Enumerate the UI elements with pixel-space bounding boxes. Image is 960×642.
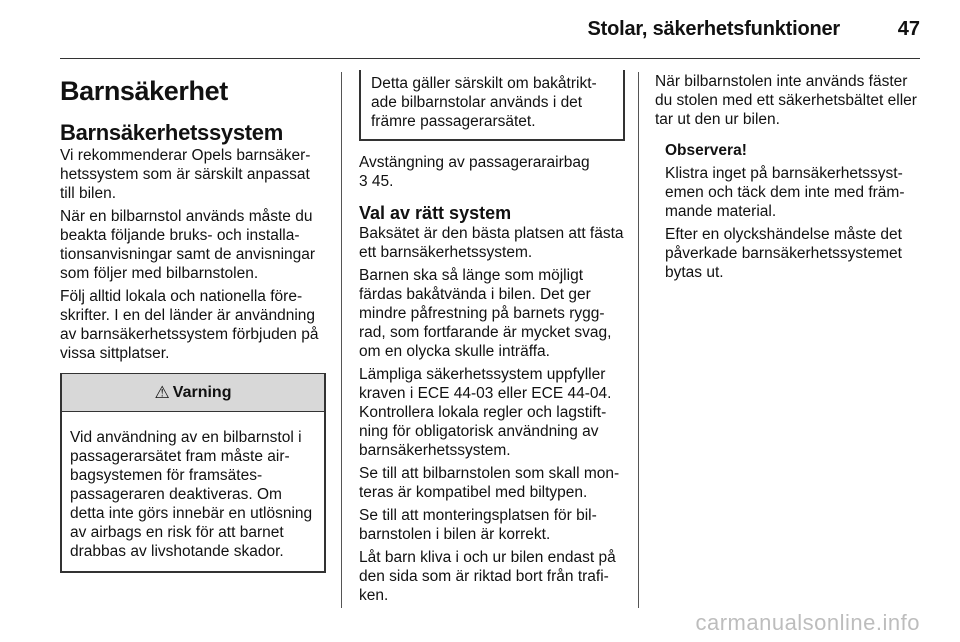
column-divider-1	[341, 72, 342, 608]
section-heading: Barnsäkerhet	[60, 76, 228, 106]
subsection-heading: Barnsäkerhetssystem	[60, 120, 283, 145]
warning-title: Varning	[172, 384, 232, 401]
warning-box	[60, 373, 326, 573]
paragraph: Se till att monteringsplatsen för bilbarnstolen i bilen är korrekt.	[359, 507, 597, 543]
paragraph: Baksätet är den bästa platsen att fästa ett barnsäkerhetssystem.	[359, 225, 624, 261]
airbag-text: Avstängning av passagerarairbag	[359, 154, 590, 171]
column-divider-2	[638, 72, 639, 608]
warning-continued-text: Detta gäller särskilt om bakåtriktade bilbarnstolar används i det främre passagerarsätet.	[371, 75, 597, 130]
note-paragraph: Efter en olyckshändelse måste det påverkade barnsäkerhetssystemet bytas ut.	[665, 226, 902, 281]
warning-header	[62, 374, 324, 412]
paragraph-airbag	[359, 153, 625, 191]
column-2	[359, 72, 625, 605]
warning-text: Vid användning av en bilbarnstol i passagerarsätet fram måste airbagsystemen för framsätespassageraren deaktiveras. Om detta inte görs innebär en utlösning av airbags en risk för att barnet drabbas av livshotande skador.	[70, 429, 313, 560]
page-number: 47	[897, 18, 920, 40]
paragraph: Följ alltid lokala och nationella föreskrifter. I en del länder är användning av barnsäkerhetssystem förbjuden på vissa sittplatser.	[60, 288, 319, 362]
column-3	[655, 72, 925, 282]
paragraph: Barnen ska så länge som möjligt färdas bakåtvända i bilen. Det ger mindre påfrestning på barnets ryggrad, som fortfarande är mycket svag, om en olycka skulle inträffa.	[359, 267, 612, 360]
paragraph: Låt barn kliva i och ur bilen endast på den sida som är riktad bort från trafiken.	[359, 549, 616, 604]
paragraph: När bilbarnstolen inte används fäster du stolen med ett säkerhetsbältet eller tar ut den ur bilen.	[655, 73, 917, 128]
warning-triangle-icon: ⚠	[154, 383, 170, 402]
column-1	[60, 72, 326, 573]
paragraph: När en bilbarnstol används måste du beakta följande bruks- och installationsanvisningar samt de anvisningar som följer med bilbarnstolen.	[60, 208, 316, 282]
note-title: Observera!	[665, 142, 747, 159]
paragraph: Lämpliga säkerhetssystem uppfyller kraven i ECE 44-03 eller ECE 44-04. Kontrollera lokala regler och lagstiftning för obligatorisk användning av barnsäkerhetssystem.	[359, 366, 612, 459]
note-paragraph: Klistra inget på barnsäkerhetssystemen och täck dem inte med främmande material.	[665, 165, 905, 220]
page-reference-link[interactable]: 3 45.	[359, 173, 394, 190]
subsection-heading: Val av rätt system	[359, 203, 512, 223]
header-title: Stolar, säkerhetsfunktioner	[587, 18, 840, 40]
header-rule	[60, 58, 920, 59]
warning-box-continued	[359, 70, 625, 141]
paragraph: Vi rekommenderar Opels barnsäkerhetssystem som är särskilt anpassat till bilen.	[60, 147, 311, 202]
watermark: carmanualsonline.info	[695, 610, 920, 635]
note-body	[655, 164, 925, 282]
paragraph: Se till att bilbarnstolen som skall monteras är kompatibel med biltypen.	[359, 465, 620, 501]
